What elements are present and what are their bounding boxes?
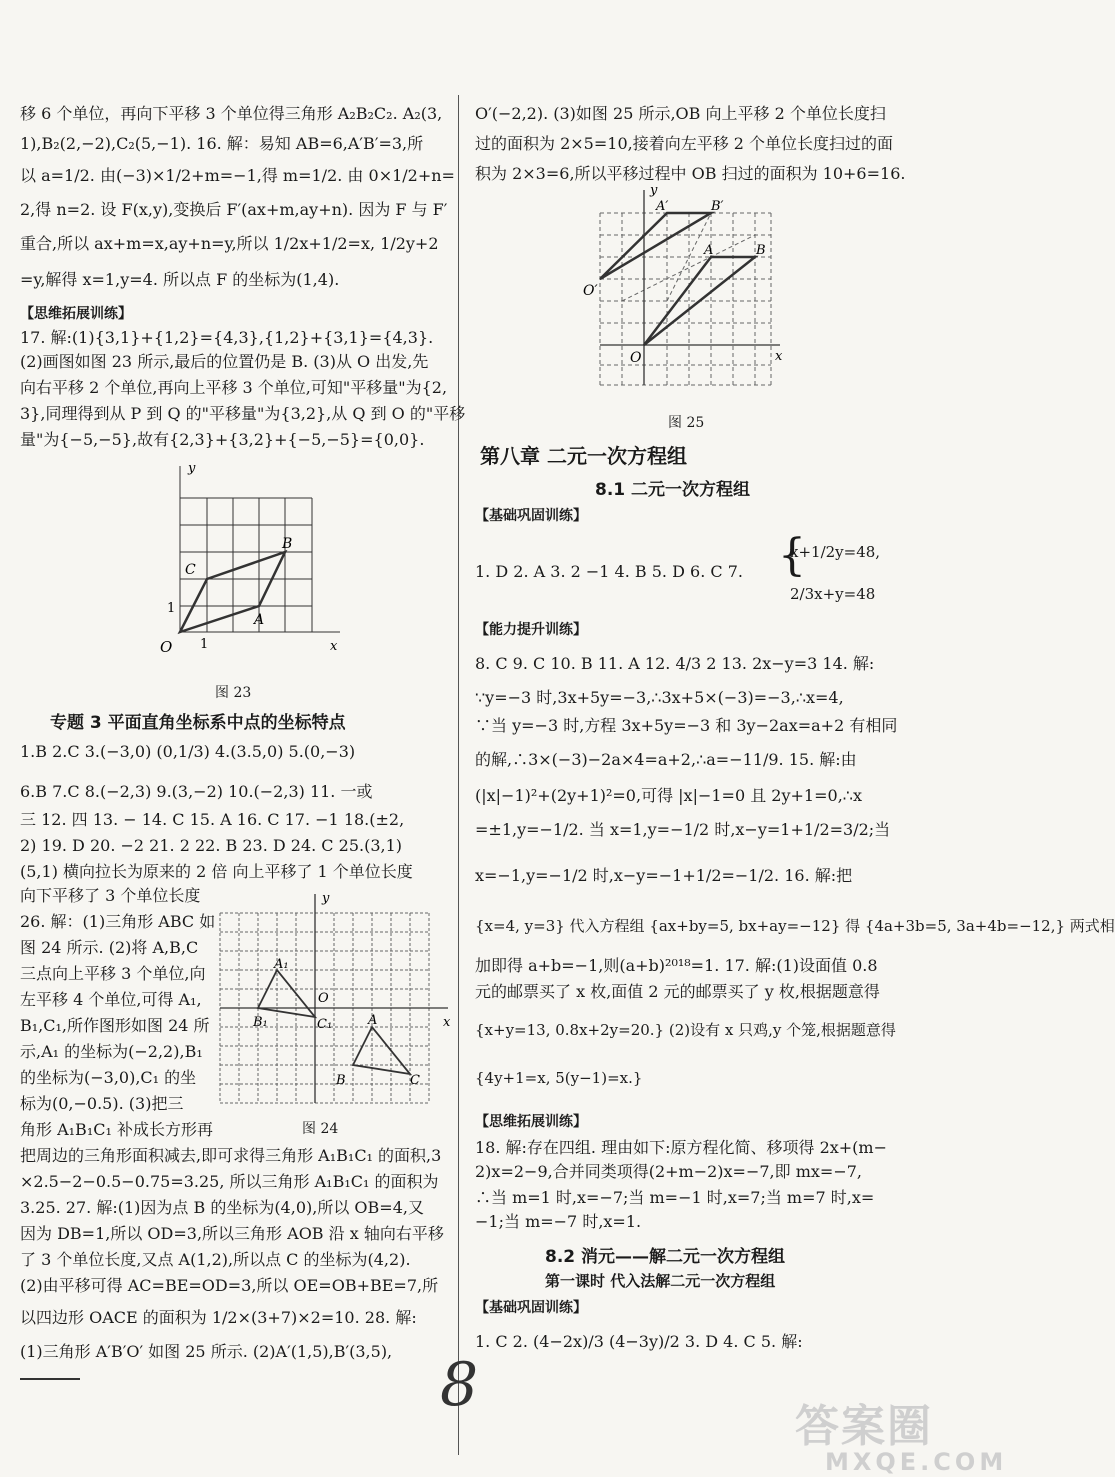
system-line: 2/3x+y=48 [790, 585, 876, 603]
text-line: (2)由平移可得 AC=BE=OD=3,所以 OE=OB+BE=7,所 [20, 1276, 439, 1295]
fig23-caption: 图 23 [215, 685, 252, 701]
section-tag: 【思维拓展训练】 [475, 1114, 587, 1130]
answers-line: 1. D 2. A 3. 2 −1 4. B 5. D 6. C 7. [475, 562, 743, 581]
fig23-point-a: A [254, 612, 265, 628]
text-line: ∵当 y=−3 时,方程 3x+5y=−3 和 3y−2ax=a+2 有相同 [475, 716, 898, 735]
fig24-point-a1: A₁ [274, 957, 289, 972]
handwritten-page-number: 8 [440, 1350, 479, 1420]
text-line: 三点向上平移 3 个单位,向 [20, 964, 206, 983]
fig25-origin-label: O [630, 350, 642, 366]
text-line: 以 a=1/2. 由(−3)×1/2+m=−1,得 m=1/2. 由 0×1/2+n= [20, 166, 455, 185]
text-line: 8. C 9. C 10. B 11. A 12. 4/3 2 13. 2x−y=3 14. 解: [475, 654, 875, 673]
text-line: x=−1,y=−1/2 时,x−y=−1+1/2=−1/2. 16. 解:把 [475, 866, 853, 885]
fig23-unit-y: 1 [167, 601, 176, 616]
section-tag: 【基础巩固训练】 [475, 1300, 587, 1316]
text-line: (1)三角形 A′B′O′ 如图 25 所示. (2)A′(1,5),B′(3,5), [20, 1342, 393, 1361]
text-line: 积为 2×3=6,所以平移过程中 OB 扫过的面积为 10+6=16. [475, 164, 906, 183]
text-line: 6.B 7.C 8.(−2,3) 9.(3,−2) 10.(−2,3) 11. 一或 [20, 782, 373, 801]
topic-title: 专题 3 平面直角坐标系中点的坐标特点 [50, 713, 346, 733]
text-line: ∵y=−3 时,3x+5y=−3,∴3x+5×(−3)=−3,∴x=4, [475, 688, 844, 707]
text-line: O′(−2,2). (3)如图 25 所示,OB 向上平移 2 个单位长度扫 [475, 104, 886, 123]
fig23-x-label: x [330, 639, 338, 654]
fig25-point-o-prime: O′ [583, 283, 598, 299]
fig24-caption: 图 24 [302, 1121, 339, 1137]
fig25-y-label: y [650, 183, 658, 198]
fig25-point-a-prime: A′ [656, 199, 669, 214]
fig24-x-label: x [443, 1015, 451, 1030]
lesson-title: 第一课时 代入法解二元一次方程组 [545, 1272, 776, 1290]
text-line: 了 3 个单位长度,又点 A(1,2),所以点 C 的坐标为(4,2). [20, 1250, 411, 1269]
text-line: B₁,C₁,所作图形如图 24 所 [20, 1016, 210, 1035]
text-line: ∴当 m=1 时,x=−7;当 m=−1 时,x=7;当 m=7 时,x= [475, 1188, 875, 1207]
fig24-origin-label: O [318, 991, 329, 1006]
figure-24 [210, 888, 455, 1118]
section-tag: 【基础巩固训练】 [475, 508, 587, 524]
text-line: {x=4, y=3} 代入方程组 {ax+by=5, bx+ay=−12} 得 {4a+3b=5, 3a+4b=−12,} 两式相 [475, 917, 1115, 935]
watermark-url: MXQE.COM [825, 1448, 1008, 1476]
text-line: 1),B₂(2,−2),C₂(5,−1). 16. 解：易知 AB=6,A′B′=3,所 [20, 134, 424, 153]
fig23-y-label: y [188, 461, 196, 476]
section-tag: 【能力提升训练】 [475, 622, 587, 638]
fig25-x-label: x [775, 349, 783, 364]
section-tag: 【思维拓展训练】 [20, 306, 132, 322]
text-line: 向下平移了 3 个单位长度 [20, 886, 201, 905]
text-line: −1;当 m=−7 时,x=1. [475, 1212, 642, 1231]
page-edge-mark [20, 1378, 80, 1380]
text-line: (5,1) 横向拉长为原来的 2 倍 向上平移了 1 个单位长度 [20, 862, 413, 881]
text-line: 的解,∴3×(−3)−2a×4=a+2,∴a=−11/9. 15. 解:由 [475, 750, 857, 769]
text-line: (2)画图如图 23 所示,最后的位置仍是 B. (3)从 O 出发,先 [20, 352, 429, 371]
brace-icon: { [778, 530, 806, 581]
column-divider [458, 95, 459, 1455]
text-line: 量"为{−5,−5},故有{2,3}+{3,2}+{−5,−5}={0,0}. [20, 430, 425, 449]
fig24-point-b1: B₁ [253, 1015, 268, 1030]
text-line: ×2.5−2−0.5−0.75=3.25, 所以三角形 A₁B₁C₁ 的面积为 [20, 1172, 439, 1191]
chapter-title: 第八章 二元一次方程组 [480, 444, 687, 468]
text-line: 向右平移 2 个单位,再向上平移 3 个单位,可知"平移量"为{2, [20, 378, 448, 397]
text-line: 2) 19. D 20. −2 21. 2 22. B 23. D 24. C 25.(3,1) [20, 836, 403, 855]
text-line: 3.25. 27. 解:(1)因为点 B 的坐标为(4,0),所以 OB=4,又 [20, 1198, 424, 1217]
text-line: 把周边的三角形面积减去,即可求得三角形 A₁B₁C₁ 的面积,3 [20, 1146, 442, 1165]
text-line: 17. 解:(1){3,1}+{1,2}={4,3},{1,2}+{3,1}={4,3}. [20, 328, 434, 347]
text-line: 3},同理得到从 P 到 Q 的"平移量"为{3,2},从 Q 到 O 的"平移 [20, 404, 466, 423]
fig24-point-c1: C₁ [317, 1017, 333, 1032]
fig25-point-b-prime: B′ [711, 199, 724, 214]
text-line: 18. 解:存在四组. 理由如下:原方程化简、移项得 2x+(m− [475, 1138, 888, 1157]
text-line: 重合,所以 ax+m=x,ay+n=y,所以 1/2x+1/2=x, 1/2y+2 [20, 234, 439, 253]
text-line: 以四边形 OACE 的面积为 1/2×(3+7)×2=10. 28. 解: [20, 1308, 417, 1327]
text-line: 1.B 2.C 3.(−3,0) (0,1/3) 4.(3.5,0) 5.(0,−3) [20, 742, 356, 761]
text-line: =±1,y=−1/2. 当 x=1,y=−1/2 时,x−y=1+1/2=3/2;当 [475, 820, 891, 839]
text-line: 2,得 n=2. 设 F(x,y),变换后 F′(ax+m,ay+n). 因为 F 与 F′ [20, 200, 448, 219]
text-line: 的坐标为(−3,0),C₁ 的坐 [20, 1068, 197, 1087]
fig23-unit-x: 1 [200, 637, 209, 652]
text-line: {x+y=13, 0.8x+2y=20.} (2)设有 x 只鸡,y 个笼,根据题意得 [475, 1021, 896, 1039]
text-line: 因为 DB=1,所以 OD=3,所以三角形 AOB 沿 x 轴向右平移 [20, 1224, 444, 1243]
fig24-point-a: A [368, 1013, 378, 1028]
fig25-caption: 图 25 [668, 415, 705, 431]
text-line: (|x|−1)²+(2y+1)²=0,可得 |x|−1=0 且 2y+1=0,∴x [475, 786, 862, 805]
text-line: 示,A₁ 的坐标为(−2,2),B₁ [20, 1042, 203, 1061]
text-line: 移 6 个单位，再向下平移 3 个单位得三角形 A₂B₂C₂. A₂(3, [20, 104, 443, 123]
section-title: 8.1 二元一次方程组 [595, 480, 751, 500]
text-line: =y,解得 x=1,y=4. 所以点 F 的坐标为(1,4). [20, 270, 340, 289]
system-line: x+1/2y=48, [790, 543, 881, 561]
fig24-point-b: B [336, 1073, 346, 1088]
figure-25 [580, 180, 800, 395]
text-line: 26. 解：(1)三角形 ABC 如 [20, 912, 216, 931]
text-line: 加即得 a+b=−1,则(a+b)²⁰¹⁸=1. 17. 解:(1)设面值 0.8 [475, 956, 878, 975]
text-line: 三 12. 四 13. − 14. C 15. A 16. C 17. −1 18.(±2, [20, 810, 405, 829]
section-title: 8.2 消元——解二元一次方程组 [545, 1247, 786, 1267]
answers-line: 1. C 2. (4−2x)/3 (4−3y)/2 3. D 4. C 5. 解: [475, 1332, 803, 1351]
text-line: 图 24 所示. (2)将 A,B,C [20, 938, 199, 957]
text-line: 2)x=2−9,合并同类项得(2+m−2)x=−7,即 mx=−7, [475, 1162, 862, 1181]
fig24-point-c: C [410, 1073, 420, 1088]
text-line: 标为(0,−0.5). (3)把三 [20, 1094, 184, 1113]
fig23-origin-label: O [160, 638, 173, 656]
watermark-text: 答案圈 [795, 1401, 933, 1452]
text-line: 过的面积为 2×5=10,接着向左平移 2 个单位长度扫过的面 [475, 134, 894, 153]
fig25-point-b: B [756, 243, 766, 258]
text-line: 元的邮票买了 x 枚,面值 2 元的邮票买了 y 枚,根据题意得 [475, 982, 880, 1001]
fig24-y-label: y [322, 891, 330, 906]
watermark-logo [795, 1401, 1008, 1476]
fig23-point-b: B [282, 536, 293, 552]
fig25-point-a: A [704, 243, 714, 258]
text-line: 角形 A₁B₁C₁ 补成长方形再 [20, 1120, 213, 1139]
fig23-point-c: C [185, 562, 196, 578]
text-line: {4y+1=x, 5(y−1)=x.} [475, 1069, 643, 1087]
figure-23 [130, 456, 350, 666]
text-line: 左平移 4 个单位,可得 A₁, [20, 990, 202, 1009]
